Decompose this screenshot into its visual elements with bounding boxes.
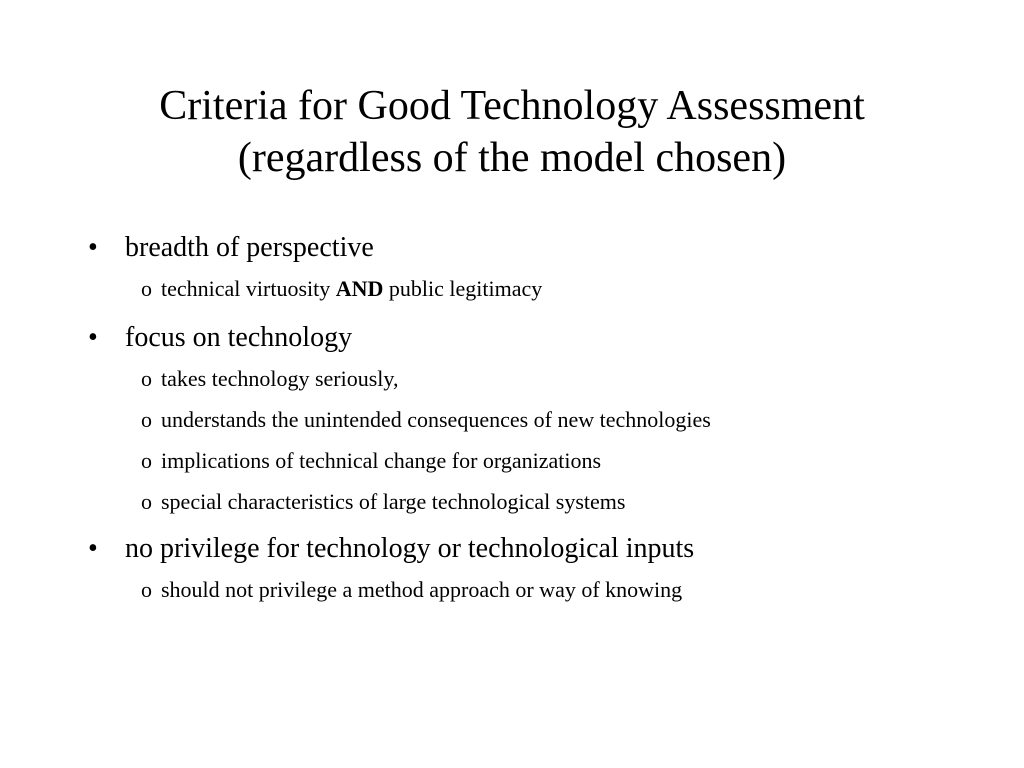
sub-item	[88, 446, 988, 476]
bullet-list	[88, 228, 988, 613]
sub-text-before: technical virtuosity	[161, 276, 336, 301]
bullet-item	[88, 318, 988, 358]
sub-item	[88, 364, 988, 394]
bullet-item	[88, 228, 988, 268]
bullet-text: breadth of perspective	[125, 232, 374, 263]
sub-item	[88, 274, 988, 304]
title-line-1: Criteria for Good Technology Assessment	[159, 83, 865, 129]
sub-list	[88, 274, 988, 304]
bullet-marker: •	[88, 232, 98, 263]
sub-item	[88, 575, 988, 605]
sub-item	[88, 487, 988, 517]
bullet-item	[88, 529, 988, 569]
sub-list	[88, 364, 988, 517]
slide-title	[0, 80, 1024, 184]
sub-marker: o	[141, 407, 152, 432]
bullet-text: no privilege for technology or technological inputs	[125, 533, 695, 564]
sub-list	[88, 575, 988, 605]
sub-text: special characteristics of large technological systems	[161, 489, 626, 514]
bullet-marker: •	[88, 322, 98, 353]
sub-marker: o	[141, 276, 152, 301]
sub-item	[88, 405, 988, 435]
sub-marker: o	[141, 366, 152, 391]
sub-marker: o	[141, 577, 152, 602]
sub-text: should not privilege a method approach or way of knowing	[161, 577, 683, 602]
sub-text-bold: AND	[335, 276, 384, 301]
sub-text: understands the unintended consequences of new technologies	[161, 407, 711, 432]
sub-marker: o	[141, 448, 152, 473]
title-line-2: (regardless of the model chosen)	[237, 135, 787, 181]
bullet-marker: •	[88, 533, 98, 564]
sub-marker: o	[141, 489, 152, 514]
sub-text: implications of technical change for organizations	[161, 448, 602, 473]
sub-text-after: public legitimacy	[383, 276, 543, 301]
bullet-text: focus on technology	[125, 322, 353, 353]
sub-text: takes technology seriously,	[161, 366, 399, 391]
